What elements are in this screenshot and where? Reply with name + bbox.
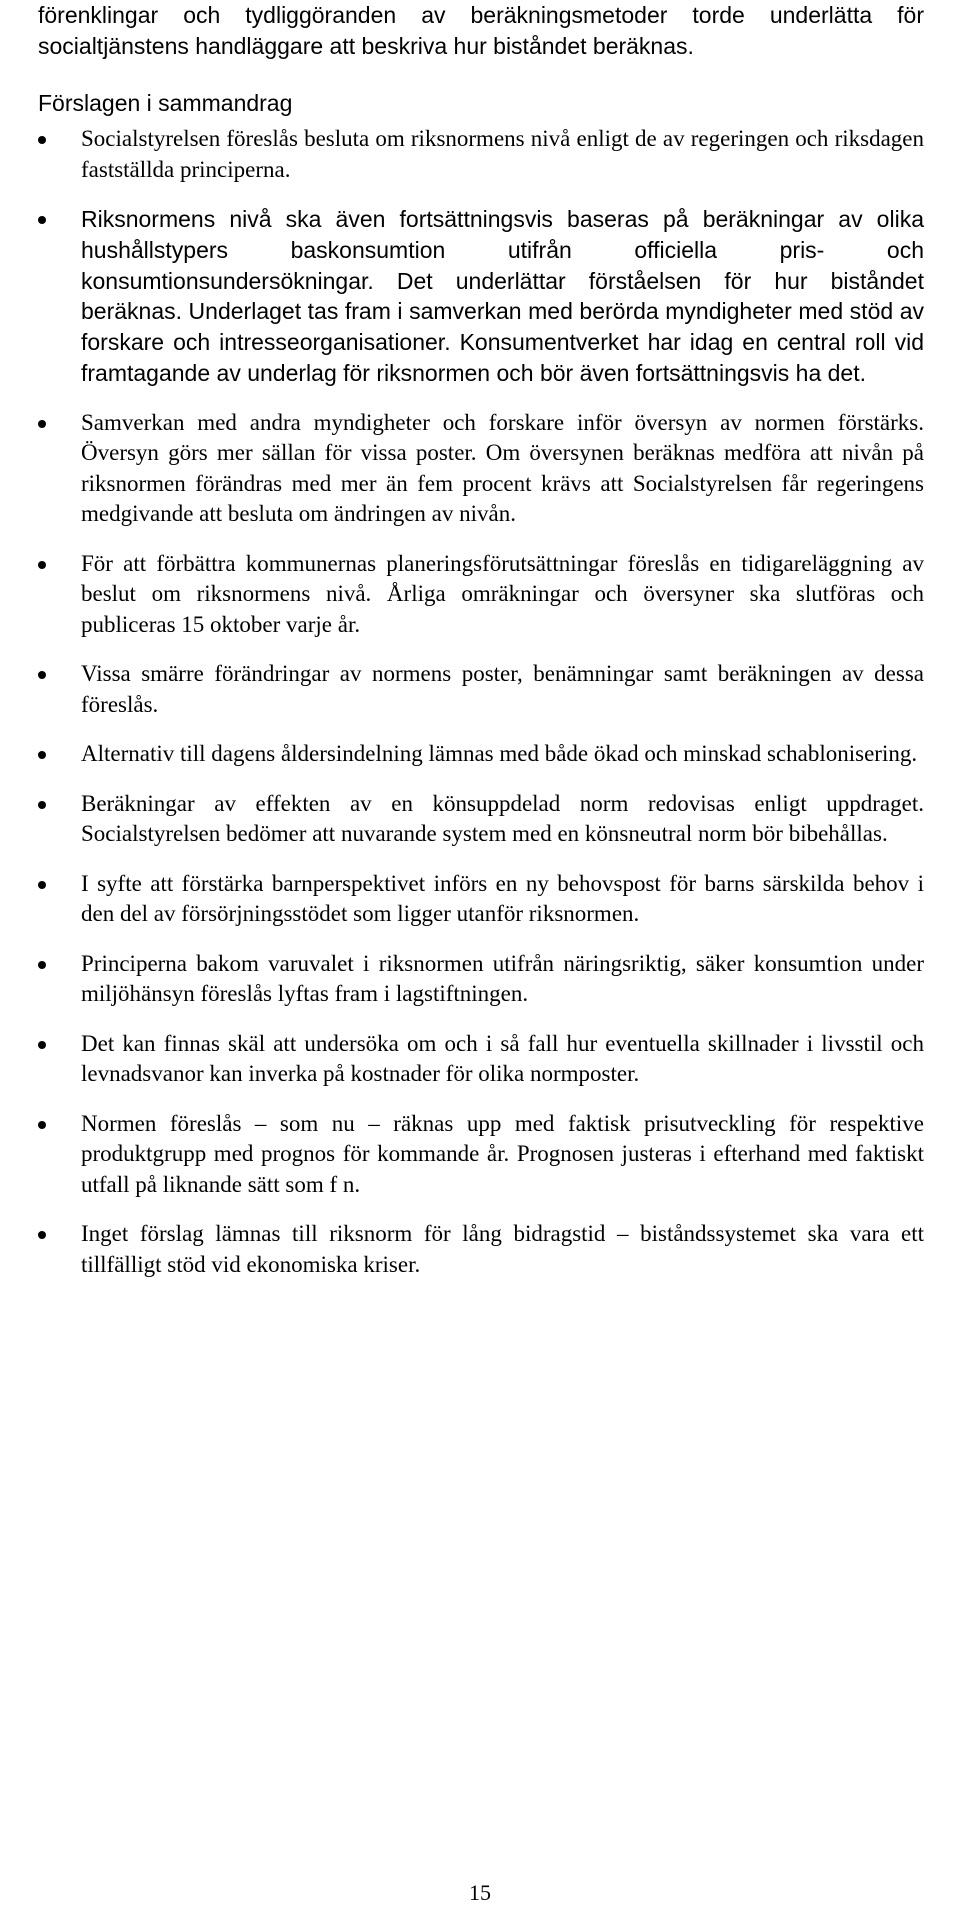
list-item-text: Riksnormens nivå ska även fortsättningsvis baseras på beräkningar av olika hushållstypers baskonsumtion utifrån officiella pris- och konsumtionsundersökningar. Det underlättar förståelsen för hur biståndet beräknas. Underlaget tas fram i samverkan med berörda myndigheter med stöd av forskare och intresseorganisationer. Konsumentverket har idag en central roll vid framtagande av underlag för riksnormen och bör även fortsättningsvis ha det. <box>81 206 924 386</box>
list-item-text: Beräkningar av effekten av en könsuppdelad norm redovisas enligt uppdraget. Socialstyrelsen bedömer att nuvarande system med en könsneutral norm bör bibehållas. <box>81 790 924 847</box>
bullet-icon <box>38 136 46 144</box>
list-item-text: I syfte att förstärka barnperspektivet införs en ny behovspost för barns särskilda behov i den del av försörjningsstödet som ligger utanför riksnormen. <box>81 870 924 927</box>
bullet-icon <box>38 420 46 428</box>
bullet-icon <box>38 961 46 969</box>
list-item <box>38 549 924 641</box>
list-item <box>38 739 924 770</box>
list-item <box>38 204 924 389</box>
list-item-text: För att förbättra kommunernas planeringsförutsättningar föreslås en tidigareläggning av beslut om riksnormens nivå. Årliga omräkningar och översyner ska slutföras och publiceras 15 oktober varje år. <box>81 550 924 637</box>
section-heading: Förslagen i sammandrag <box>38 90 293 116</box>
list-item-text: Samverkan med andra myndigheter och forskare inför översyn av normen förstärks. Översyn görs mer sällan för vissa poster. Om översynen beräknas medföra att nivån på riksnormen förändras med mer än fem procent krävs att Socialstyrelsen får regeringens medgivande att besluta om ändringen av nivån. <box>81 409 924 527</box>
bullet-icon <box>38 881 46 889</box>
document-page <box>38 0 924 1299</box>
list-item <box>38 659 924 720</box>
list-item <box>38 124 924 185</box>
list-item-text: Alternativ till dagens åldersindelning lämnas med både ökad och minskad schablonisering. <box>81 741 918 767</box>
list-item-text: Det kan finnas skäl att undersöka om och i så fall hur eventuella skillnader i livsstil och levnadsvanor kan inverka på kostnader för olika normposter. <box>81 1030 924 1087</box>
list-item-text: Normen föreslås – som nu – räknas upp med faktisk prisutveckling för respektive produktgrupp med prognos för kommande år. Prognosen justeras i efterhand med faktiskt utfall på liknande sätt som f n. <box>81 1110 924 1197</box>
bullet-icon <box>38 671 46 679</box>
bullet-icon <box>38 561 46 569</box>
bullet-icon <box>38 1041 46 1049</box>
list-item-text: Inget förslag lämnas till riksnorm för lång bidragstid – biståndssystemet ska vara ett tillfälligt stöd vid ekonomiska kriser. <box>81 1221 924 1277</box>
list-item-text: Principerna bakom varuvalet i riksnormen utifrån näringsriktig, säker konsumtion under miljöhänsyn föreslås lyftas fram i lagstiftningen. <box>81 950 924 1007</box>
intro-paragraph: förenklingar och tydliggöranden av beräkningsmetoder torde underlätta för socialtjänstens handläggare att beskriva hur biståndet beräknas. <box>38 2 924 59</box>
list-item-text: Socialstyrelsen föreslås besluta om riksnormens nivå enligt de av regeringen och riksdagen fastställda principerna. <box>81 126 924 182</box>
proposal-list <box>38 124 924 1280</box>
page-number: 15 <box>469 1880 491 1905</box>
list-item <box>38 869 924 930</box>
bullet-icon <box>38 801 46 809</box>
list-item-text: Vissa smärre förändringar av normens poster, benämningar samt beräkningen av dessa föreslås. <box>81 661 924 717</box>
bullet-icon <box>38 751 46 759</box>
list-item <box>38 1219 924 1280</box>
list-item <box>38 1029 924 1090</box>
bullet-icon <box>38 1231 46 1239</box>
list-item <box>38 1109 924 1201</box>
bullet-icon <box>38 1121 46 1129</box>
bullet-icon <box>38 216 46 224</box>
list-item <box>38 949 924 1010</box>
list-item <box>38 408 924 530</box>
list-item <box>38 789 924 850</box>
